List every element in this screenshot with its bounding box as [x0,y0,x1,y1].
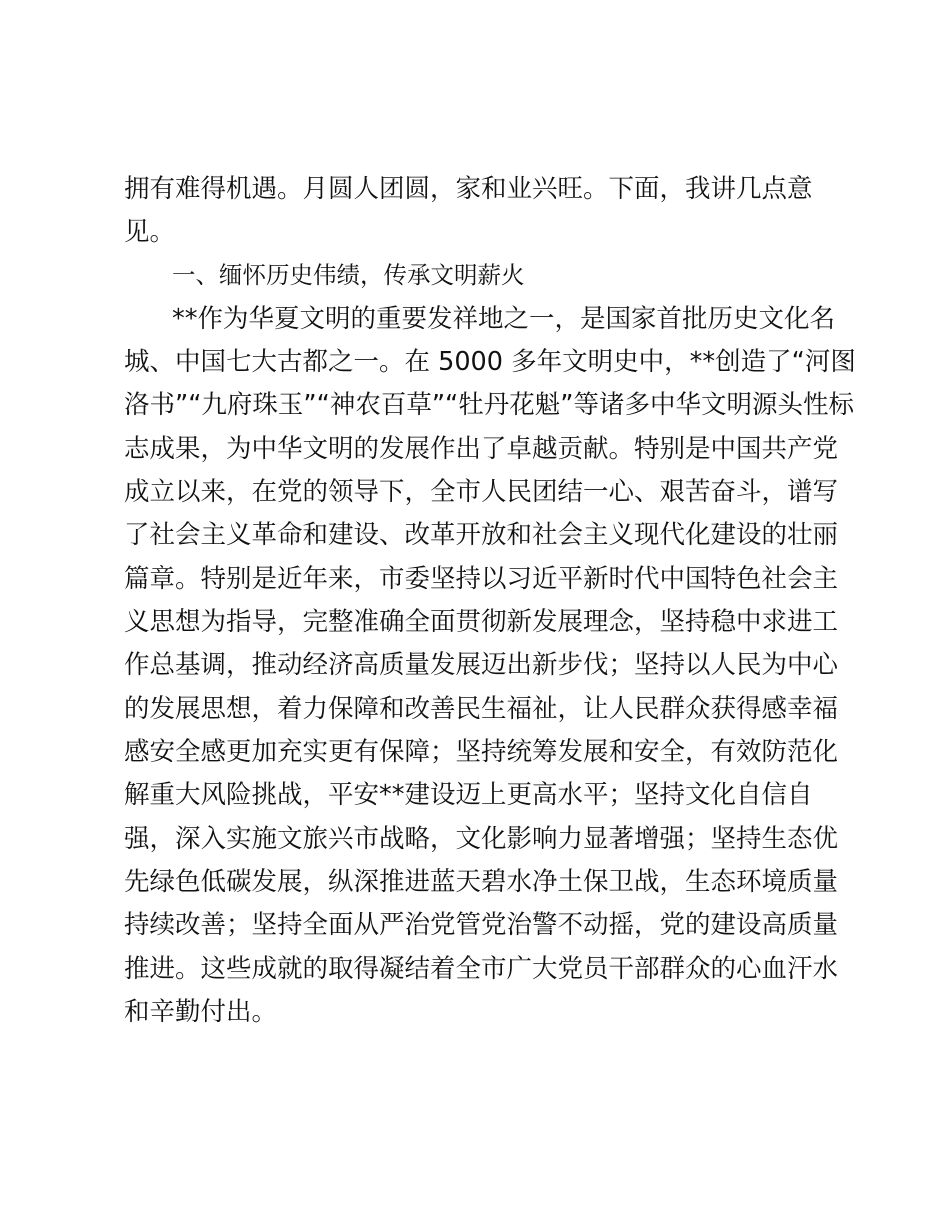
body-text-line: 强，深入实施文旅兴市战略，文化影响力显著增强；坚持生态优 [124,824,839,854]
body-text-line: 成立以来，在党的领导下，全市人民团结一心、艰苦奋斗，谱写 [124,477,839,507]
body-text-line: 感安全感更加充实更有保障；坚持统筹发展和安全，有效防范化 [124,737,839,767]
paragraph-first-line: **作为华夏文明的重要发祥地之一，是国家首批历史文化名 [172,304,836,334]
body-text-line: 作总基调，推动经济高质量发展迈出新步伐；坚持以人民为中心 [124,650,839,680]
body-text-line: 见。 [124,217,176,247]
body-text-line: 的发展思想，着力保障和改善民生福祉，让人民群众获得感幸福 [124,694,839,724]
body-text-line: 志成果，为中华文明的发展作出了卓越贡献。特别是中国共产党 [124,434,839,464]
body-text-line: 洛书”“九府珠玉”“神农百草”“牡丹花魁”等诸多中华文明源头性标 [124,390,854,420]
body-text-line: 推进。这些成就的取得凝结着全市广大党员干部群众的心血汗水 [124,954,839,984]
body-text-line: 和辛勤付出。 [124,997,278,1027]
body-text-line: 城、中国七大古都之一。在 5000 多年文明史中，**创造了“河图 [124,347,856,377]
body-text-line: 先绿色低碳发展，纵深推进蓝天碧水净土保卫战，生态环境质量 [124,867,839,897]
body-text-line: 篇章。特别是近年来，市委坚持以习近平新时代中国特色社会主 [124,564,839,594]
section-heading: 一、缅怀历史伟绩，传承文明薪火 [172,261,525,289]
body-text-line: 拥有难得机遇。月圆人团圆，家和业兴旺。下面，我讲几点意 [124,174,813,204]
body-text-line: 解重大风险挑战，平安**建设迈上更高水平；坚持文化自信自 [124,780,813,810]
body-text-line: 义思想为指导，完整准确全面贯彻新发展理念，坚持稳中求进工 [124,607,839,637]
body-text-line: 了社会主义革命和建设、改革开放和社会主义现代化建设的壮丽 [124,520,839,550]
body-text-line: 持续改善；坚持全面从严治党管党治警不动摇，党的建设高质量 [124,910,839,940]
